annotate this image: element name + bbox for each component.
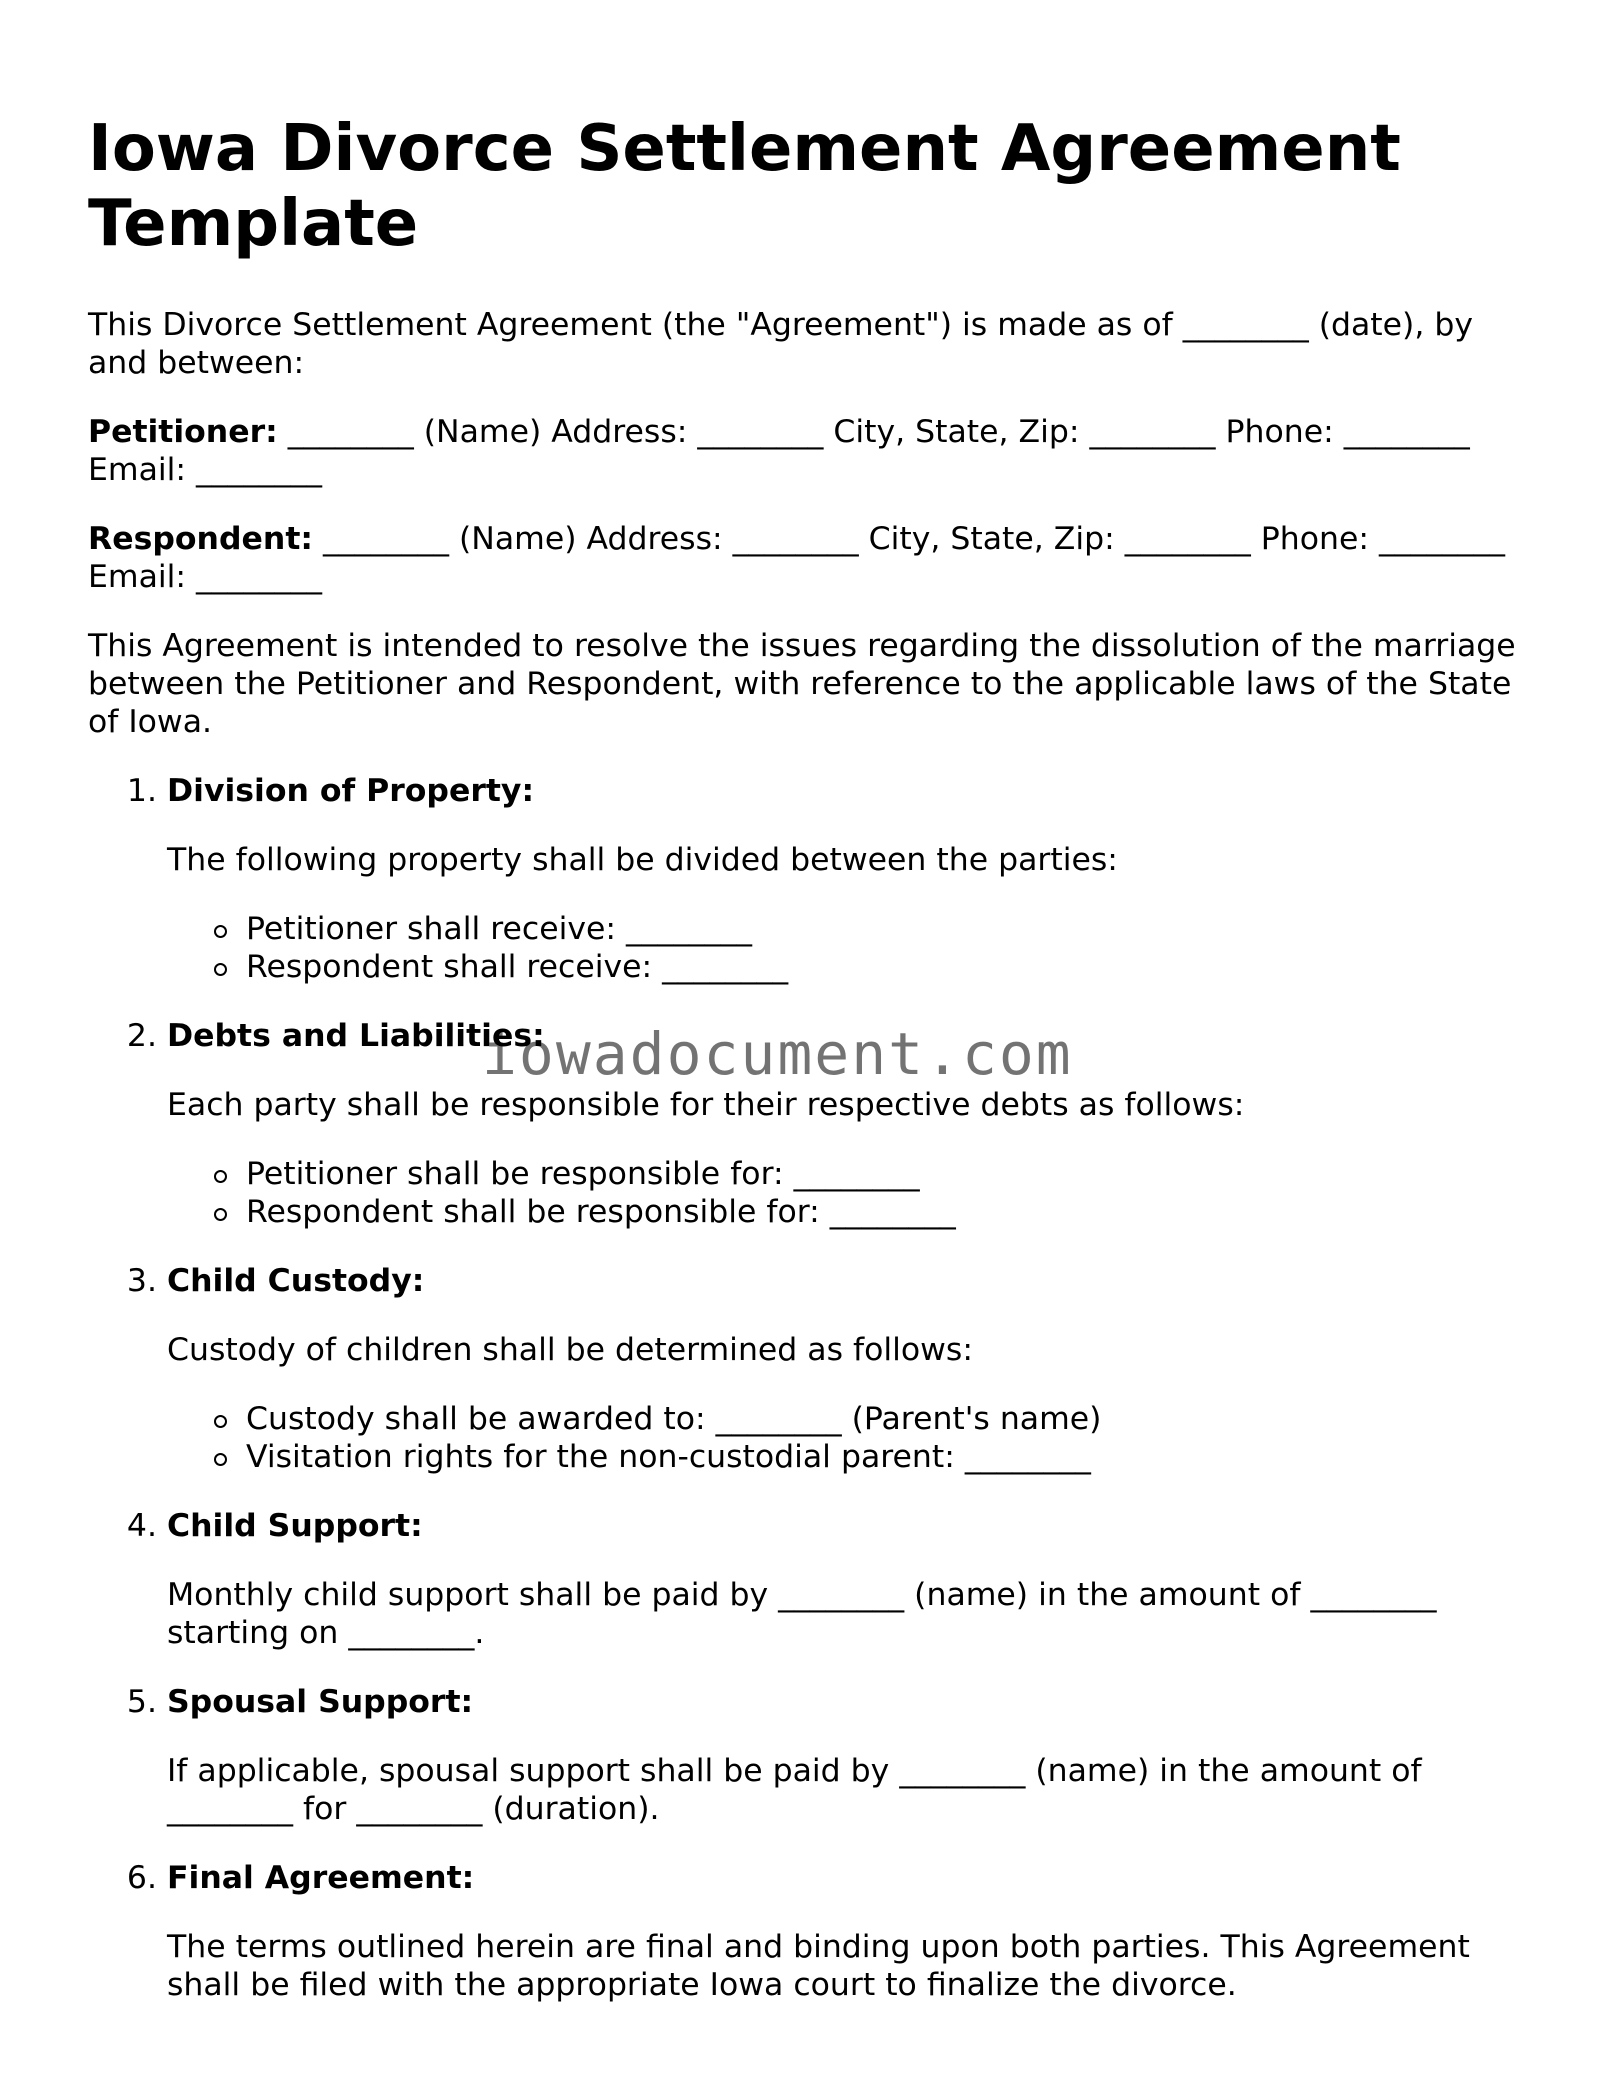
section-text: If applicable, spousal support shall be paid by ________ (name) in the amount of ________ for ________ (duration).: [167, 1753, 1422, 1827]
section-child-support: [167, 1507, 1528, 1652]
section-spousal-support: [167, 1683, 1528, 1828]
list-item: Respondent shall receive: ________: [246, 948, 1528, 986]
section-text: The terms outlined herein are final and binding upon both parties. This Agreement shall be filed with the appropriate Iowa court to finalize the divorce.: [167, 1929, 1470, 2003]
petitioner-label: Petitioner:: [88, 414, 278, 450]
section-title: Spousal Support:: [167, 1684, 474, 1720]
petitioner-block: [88, 413, 1528, 489]
sections-list: [88, 772, 1528, 2004]
sub-list: [167, 1400, 1528, 1476]
section-child-custody: [167, 1262, 1528, 1476]
respondent-details: ________ (Name) Address: ________ City, State, Zip: ________ Phone: ________ Email: ________: [88, 521, 1505, 595]
document-title: Iowa Divorce Settlement Agreement Template: [88, 112, 1401, 261]
section-title: Division of Property:: [167, 773, 535, 809]
purpose-paragraph: This Agreement is intended to resolve the issues regarding the dissolution of the marriage between the Petitioner and Respondent, with reference to the applicable laws of the State of Iowa.: [88, 628, 1516, 740]
petitioner-details: ________ (Name) Address: ________ City, State, Zip: ________ Phone: ________ Email: ________: [88, 414, 1470, 488]
list-item: Petitioner shall be responsible for: ________: [246, 1155, 1528, 1193]
list-item: Petitioner shall receive: ________: [246, 910, 1528, 948]
list-item: Visitation rights for the non-custodial parent: ________: [246, 1438, 1528, 1476]
intro-paragraph: This Divorce Settlement Agreement (the "Agreement") is made as of ________ (date), by and between:: [88, 307, 1473, 381]
section-division-of-property: [167, 772, 1528, 986]
section-text: Each party shall be responsible for their respective debts as follows:: [167, 1087, 1245, 1123]
section-text: The following property shall be divided between the parties:: [167, 842, 1118, 878]
section-final-agreement: [167, 1859, 1528, 2004]
list-item: Respondent shall be responsible for: ________: [246, 1193, 1528, 1231]
section-title: Debts and Liabilities:: [167, 1018, 545, 1054]
section-title: Final Agreement:: [167, 1860, 475, 1896]
section-text: Monthly child support shall be paid by ________ (name) in the amount of ________ starting on ________.: [167, 1577, 1437, 1651]
sub-list: [167, 1155, 1528, 1231]
section-title: Child Custody:: [167, 1263, 425, 1299]
respondent-block: [88, 520, 1528, 596]
sub-list: [167, 910, 1528, 986]
section-title: Child Support:: [167, 1508, 423, 1544]
section-text: Custody of children shall be determined as follows:: [167, 1332, 973, 1368]
watermark: iowadocument.com: [482, 1020, 1073, 1088]
list-item: Custody shall be awarded to: ________ (Parent's name): [246, 1400, 1528, 1438]
respondent-label: Respondent:: [88, 521, 313, 557]
